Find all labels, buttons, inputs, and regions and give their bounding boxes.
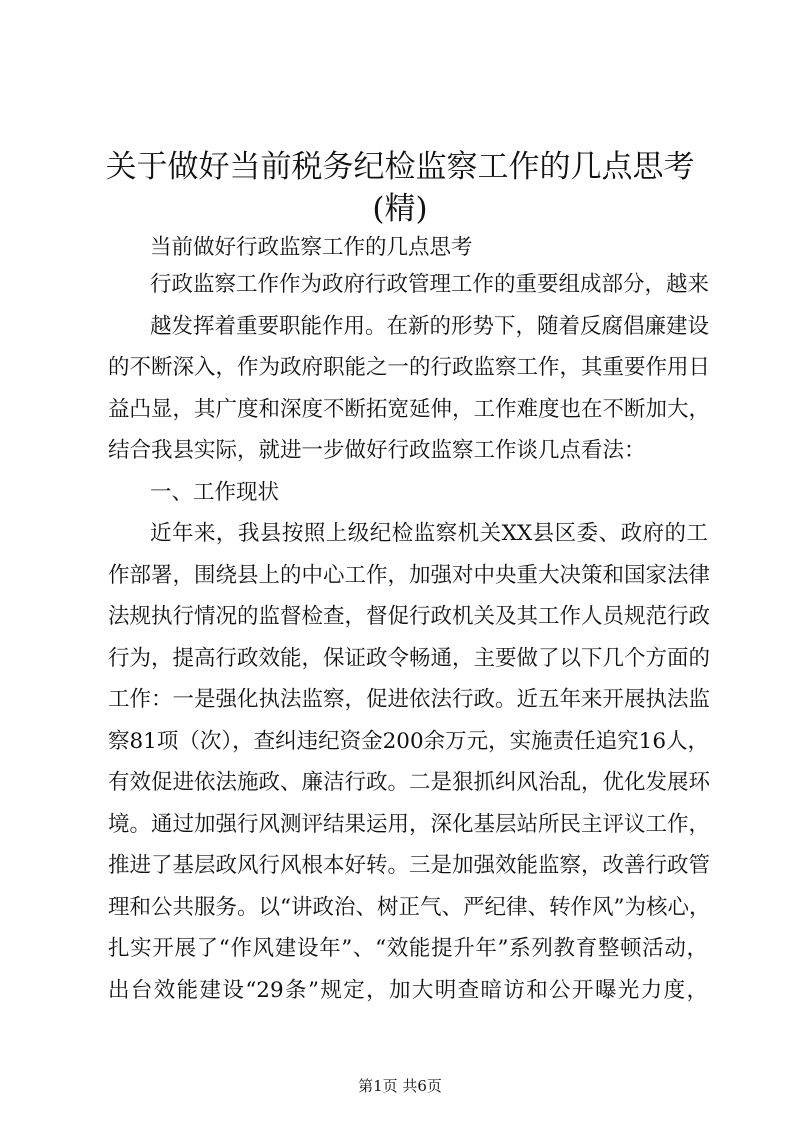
paragraph-line: 扎实开展了“作风建设年”、“效能提升年”系列教育整顿活动， — [108, 936, 708, 961]
paragraph-line: 法规执行情况的监督检查，督促行政机关及其工作人员规范行政 — [108, 604, 711, 629]
paragraph-line: 理和公共服务。以“讲政治、树正气、严纪律、转作风”为核心， — [108, 895, 711, 920]
paragraph-line: 有效促进依法施政、廉洁行政。二是狠抓纠风治乱，优化发展环 — [108, 770, 711, 795]
paragraph-line: 结合我县实际，就进一步做好行政监察工作谈几点看法： — [108, 438, 646, 463]
section-heading: 当前做好行政监察工作的几点思考 — [150, 235, 473, 260]
section-heading: 一、工作现状 — [150, 480, 280, 505]
paragraph-line: 行为，提高行政效能，保证政令畅通，主要做了以下几个方面的 — [108, 646, 711, 671]
paragraph-line: 近年来，我县按照上级纪检监察机关XX县区委、政府的工 — [150, 521, 708, 546]
paragraph-line: 出台效能建设“29条”规定，加大明查暗访和公开曝光力度， — [108, 978, 708, 1003]
page-number: 第1页 共6页 — [358, 1077, 442, 1095]
paragraph-line: 越发挥着重要职能作用。在新的形势下，随着反腐倡廉建设 — [150, 314, 710, 339]
paragraph-line: 益凸显，其广度和深度不断拓宽延伸，工作难度也在不断加大， — [108, 397, 711, 422]
document-title-line-2: (精) — [372, 191, 428, 227]
document-title-line-1: 关于做好当前税务纪检监察工作的几点思考 — [105, 149, 695, 185]
paragraph-line: 工作：一是强化执法监察，促进依法行政。近五年来开展执法监 — [108, 687, 711, 712]
paragraph-line: 作部署，围绕县上的中心工作，加强对中央重大决策和国家法律 — [108, 563, 711, 588]
paragraph-line: 察81项（次），查纠违纪资金200余万元，实施责任追究16人， — [108, 729, 710, 754]
paragraph-line: 推进了基层政风行风根本好转。三是加强效能监察，改善行政管 — [108, 853, 711, 878]
paragraph-line: 的不断深入，作为政府职能之一的行政监察工作，其重要作用日 — [108, 355, 711, 380]
paragraph-line: 境。通过加强行风测评结果运用，深化基层站所民主评议工作， — [108, 812, 711, 837]
paragraph-line: 行政监察工作作为政府行政管理工作的重要组成部分，越来 — [150, 272, 710, 297]
